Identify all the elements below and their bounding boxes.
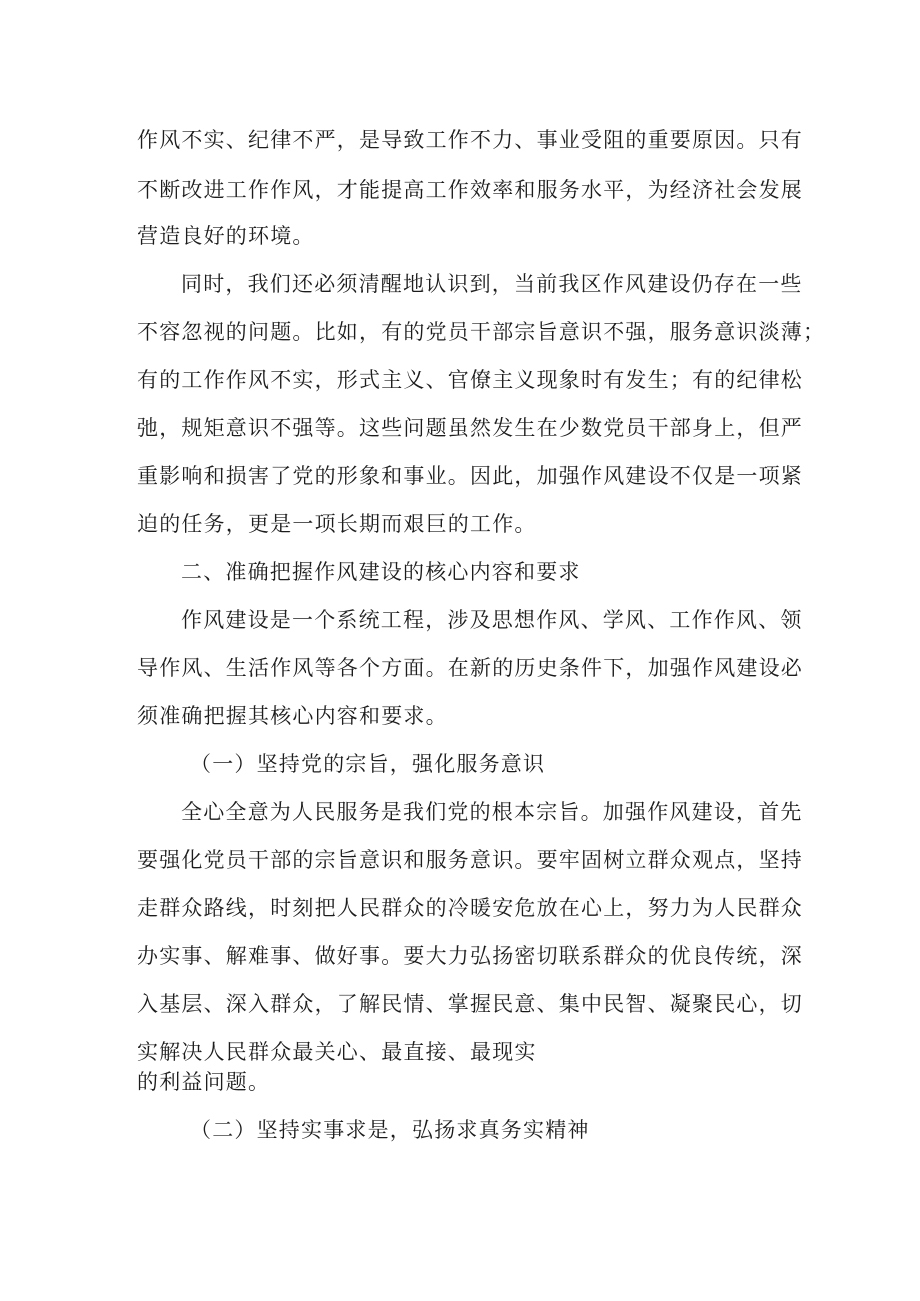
text-line-3: 营造良好的环境。 (137, 224, 315, 248)
text-line-16: 要强化党员干部的宗旨意识和服务意识。要牢固树立群众观点，坚持 (137, 848, 803, 872)
text-line-1: 作风不实、纪律不严，是导致工作不力、事业受阻的重要原因。只有 (137, 128, 803, 152)
text-line-15: 全心全意为人民服务是我们党的根本宗旨。加强作风建设，首先 (181, 800, 803, 824)
section-heading-2: 二、准确把握作风建设的核心内容和要求 (181, 560, 581, 584)
text-line-7: 弛，规矩意识不强等。这些问题虽然发生在少数党员干部身上，但严 (137, 416, 803, 440)
text-line-18: 办实事、解难事、做好事。要大力弘扬密切联系群众的优良传统，深 (137, 944, 803, 968)
subsection-heading-2: （二）坚持实事求是，弘扬求真务实精神 (190, 1118, 590, 1142)
text-line-20: 实解决人民群众最关心、最直接、最现实 (137, 1040, 537, 1064)
text-line-9: 迫的任务，更是一项长期而艰巨的工作。 (137, 512, 537, 536)
text-line-13: 须准确把握其核心内容和要求。 (137, 704, 448, 728)
text-line-5: 不容忽视的问题。比如，有的党员干部宗旨意识不强，服务意识淡薄； (137, 320, 826, 344)
text-line-17: 走群众路线，时刻把人民群众的冷暖安危放在心上，努力为人民群众 (137, 896, 803, 920)
text-line-2: 不断改进工作作风，才能提高工作效率和服务水平，为经济社会发展 (137, 178, 803, 202)
text-line-21: 的利益问题。 (137, 1070, 271, 1094)
text-line-11: 作风建设是一个系统工程，涉及思想作风、学风、工作作风、领 (181, 608, 803, 632)
text-line-12: 导作风、生活作风等各个方面。在新的历史条件下，加强作风建设必 (137, 656, 803, 680)
text-line-8: 重影响和损害了党的形象和事业。因此，加强作风建设不仅是一项紧 (137, 464, 803, 488)
text-line-6: 有的工作作风不实，形式主义、官僚主义现象时有发生；有的纪律松 (137, 368, 803, 392)
text-line-19: 入基层、深入群众，了解民情、掌握民意、集中民智、凝聚民心，切 (137, 992, 803, 1016)
text-line-4: 同时，我们还必须清醒地认识到，当前我区作风建设仍存在一些 (181, 272, 803, 296)
subsection-heading-1: （一）坚持党的宗旨，强化服务意识 (190, 752, 546, 776)
